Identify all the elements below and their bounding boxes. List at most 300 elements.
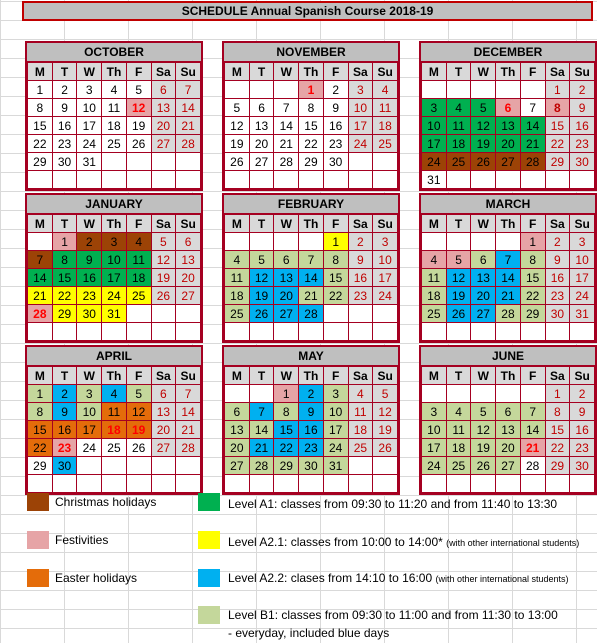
day-cell: 27 bbox=[151, 439, 176, 457]
weekday-header: Th bbox=[496, 215, 521, 233]
empty-cell bbox=[422, 81, 447, 99]
day-cell: 1 bbox=[545, 81, 570, 99]
day-cell: 27 bbox=[274, 305, 299, 323]
day-cell: 8 bbox=[520, 251, 545, 269]
day-cell: 10 bbox=[77, 99, 102, 117]
weekday-header: Su bbox=[373, 215, 398, 233]
day-cell: 20 bbox=[249, 135, 274, 153]
empty-cell bbox=[299, 233, 324, 251]
legend-a1-swatch bbox=[198, 493, 220, 511]
empty-cell bbox=[102, 457, 127, 475]
month-name: JANUARY bbox=[27, 195, 201, 214]
day-cell: 6 bbox=[496, 99, 521, 117]
day-cell: 30 bbox=[323, 153, 348, 171]
empty-cell bbox=[151, 305, 176, 323]
empty-cell bbox=[126, 171, 151, 189]
day-cell: 26 bbox=[225, 153, 250, 171]
empty-cell bbox=[496, 475, 521, 493]
empty-cell bbox=[373, 475, 398, 493]
day-cell: 30 bbox=[570, 457, 595, 475]
weekday-header: W bbox=[77, 63, 102, 81]
day-cell: 12 bbox=[471, 117, 496, 135]
empty-cell bbox=[545, 323, 570, 341]
legend-a22-note: (with other international students) bbox=[435, 574, 569, 584]
day-cell: 7 bbox=[176, 81, 201, 99]
weekday-header: T bbox=[52, 215, 77, 233]
day-cell: 22 bbox=[299, 135, 324, 153]
day-cell: 16 bbox=[52, 117, 77, 135]
day-cell: 22 bbox=[520, 287, 545, 305]
day-cell: 31 bbox=[570, 305, 595, 323]
empty-cell bbox=[520, 323, 545, 341]
weekday-header: Su bbox=[570, 63, 595, 81]
empty-cell bbox=[102, 323, 127, 341]
weekday-header: W bbox=[77, 215, 102, 233]
empty-cell bbox=[446, 81, 471, 99]
weekday-header: M bbox=[225, 215, 250, 233]
day-cell: 26 bbox=[249, 305, 274, 323]
day-cell: 18 bbox=[446, 135, 471, 153]
day-cell: 18 bbox=[102, 117, 127, 135]
day-cell: 9 bbox=[570, 99, 595, 117]
weekday-header: Th bbox=[496, 367, 521, 385]
day-cell: 25 bbox=[348, 439, 373, 457]
day-cell: 23 bbox=[348, 287, 373, 305]
empty-cell bbox=[274, 171, 299, 189]
day-cell: 19 bbox=[373, 421, 398, 439]
day-cell: 5 bbox=[225, 99, 250, 117]
day-cell: 11 bbox=[446, 421, 471, 439]
day-cell: 9 bbox=[52, 403, 77, 421]
day-cell: 12 bbox=[373, 403, 398, 421]
empty-cell bbox=[225, 385, 250, 403]
empty-cell bbox=[373, 305, 398, 323]
day-cell: 28 bbox=[274, 153, 299, 171]
day-cell: 25 bbox=[126, 287, 151, 305]
day-cell: 6 bbox=[176, 233, 201, 251]
day-cell: 12 bbox=[151, 251, 176, 269]
day-cell: 27 bbox=[471, 305, 496, 323]
day-cell: 22 bbox=[545, 135, 570, 153]
day-cell: 15 bbox=[299, 117, 324, 135]
day-cell: 29 bbox=[520, 305, 545, 323]
weekday-header: Sa bbox=[151, 63, 176, 81]
day-cell: 10 bbox=[373, 251, 398, 269]
weekday-header: W bbox=[274, 63, 299, 81]
day-cell: 2 bbox=[570, 385, 595, 403]
day-cell: 16 bbox=[299, 421, 324, 439]
weekday-header: Su bbox=[373, 367, 398, 385]
empty-cell bbox=[77, 323, 102, 341]
day-cell: 21 bbox=[176, 117, 201, 135]
day-cell: 11 bbox=[446, 117, 471, 135]
weekday-header: M bbox=[28, 215, 53, 233]
empty-cell bbox=[348, 457, 373, 475]
day-cell: 6 bbox=[151, 385, 176, 403]
weekday-header: T bbox=[249, 215, 274, 233]
day-cell: 16 bbox=[77, 269, 102, 287]
weekday-header: F bbox=[323, 215, 348, 233]
weekday-header: T bbox=[52, 367, 77, 385]
day-cell: 2 bbox=[348, 233, 373, 251]
weekday-header: Th bbox=[299, 367, 324, 385]
empty-cell bbox=[28, 171, 53, 189]
day-cell: 28 bbox=[28, 305, 53, 323]
day-cell: 6 bbox=[471, 251, 496, 269]
weekday-header: Th bbox=[102, 367, 127, 385]
day-cell: 3 bbox=[102, 233, 127, 251]
weekday-header: Su bbox=[176, 367, 201, 385]
day-cell: 24 bbox=[77, 135, 102, 153]
empty-cell bbox=[274, 81, 299, 99]
day-cell: 6 bbox=[496, 403, 521, 421]
day-cell: 23 bbox=[52, 439, 77, 457]
day-cell: 30 bbox=[52, 457, 77, 475]
day-cell: 18 bbox=[446, 439, 471, 457]
empty-cell bbox=[570, 475, 595, 493]
day-cell: 5 bbox=[446, 251, 471, 269]
month-name: DECEMBER bbox=[421, 43, 595, 62]
weekday-header: T bbox=[446, 367, 471, 385]
empty-cell bbox=[249, 323, 274, 341]
weekday-header: T bbox=[249, 367, 274, 385]
empty-cell bbox=[520, 475, 545, 493]
day-cell: 20 bbox=[176, 269, 201, 287]
legend-easter-label: Easter holidays bbox=[55, 571, 138, 585]
day-cell: 10 bbox=[570, 251, 595, 269]
day-cell: 23 bbox=[545, 287, 570, 305]
day-cell: 23 bbox=[323, 135, 348, 153]
day-cell: 6 bbox=[249, 99, 274, 117]
day-cell: 1 bbox=[520, 233, 545, 251]
empty-cell bbox=[520, 81, 545, 99]
empty-cell bbox=[274, 323, 299, 341]
empty-cell bbox=[446, 385, 471, 403]
empty-cell bbox=[323, 305, 348, 323]
empty-cell bbox=[77, 457, 102, 475]
calendar-november bbox=[222, 41, 400, 191]
empty-cell bbox=[77, 475, 102, 493]
weekday-header: M bbox=[28, 63, 53, 81]
legend-a22-label: Level A2.2: clases from 14:10 to 16:00 bbox=[228, 571, 433, 585]
day-cell: 8 bbox=[52, 251, 77, 269]
day-cell: 8 bbox=[545, 403, 570, 421]
month-name: MAY bbox=[224, 347, 398, 366]
empty-cell bbox=[299, 171, 324, 189]
weekday-header: M bbox=[225, 63, 250, 81]
day-cell: 20 bbox=[471, 287, 496, 305]
weekday-header: Sa bbox=[545, 63, 570, 81]
day-cell: 8 bbox=[28, 403, 53, 421]
day-cell: 17 bbox=[348, 117, 373, 135]
day-cell: 2 bbox=[545, 233, 570, 251]
calendar-january bbox=[25, 193, 203, 343]
day-cell: 13 bbox=[496, 421, 521, 439]
empty-cell bbox=[249, 385, 274, 403]
weekday-header: Su bbox=[176, 63, 201, 81]
day-cell: 16 bbox=[545, 269, 570, 287]
day-cell: 4 bbox=[126, 233, 151, 251]
empty-cell bbox=[102, 171, 127, 189]
calendar-may bbox=[222, 345, 400, 495]
weekday-header: Su bbox=[176, 215, 201, 233]
day-cell: 9 bbox=[348, 251, 373, 269]
day-cell: 11 bbox=[126, 251, 151, 269]
day-cell: 5 bbox=[126, 81, 151, 99]
day-cell: 3 bbox=[422, 403, 447, 421]
day-cell: 14 bbox=[520, 421, 545, 439]
empty-cell bbox=[471, 233, 496, 251]
legend-a1-label: Level A1: classes from 09:30 to 11:20 and from 11:40 to 13:30 bbox=[228, 497, 558, 511]
day-cell: 21 bbox=[274, 135, 299, 153]
weekday-header: W bbox=[274, 367, 299, 385]
day-cell: 2 bbox=[52, 81, 77, 99]
legend-christmas-label: Christmas holidays bbox=[55, 495, 157, 509]
weekday-header: F bbox=[520, 215, 545, 233]
empty-cell bbox=[102, 153, 127, 171]
empty-cell bbox=[373, 153, 398, 171]
empty-cell bbox=[249, 233, 274, 251]
day-cell: 28 bbox=[520, 457, 545, 475]
day-cell: 9 bbox=[323, 99, 348, 117]
empty-cell bbox=[471, 385, 496, 403]
day-cell: 30 bbox=[77, 305, 102, 323]
day-cell: 8 bbox=[323, 251, 348, 269]
legend-a22-swatch bbox=[198, 569, 220, 587]
day-cell: 2 bbox=[299, 385, 324, 403]
empty-cell bbox=[151, 171, 176, 189]
day-cell: 22 bbox=[274, 439, 299, 457]
calendar-march bbox=[419, 193, 597, 343]
day-cell: 21 bbox=[299, 287, 324, 305]
empty-cell bbox=[520, 385, 545, 403]
legend-a21-swatch bbox=[198, 531, 220, 549]
day-cell: 28 bbox=[496, 305, 521, 323]
day-cell: 28 bbox=[299, 305, 324, 323]
day-cell: 3 bbox=[570, 233, 595, 251]
empty-cell bbox=[446, 233, 471, 251]
day-cell: 26 bbox=[446, 305, 471, 323]
month-name: FEBRUARY bbox=[224, 195, 398, 214]
day-cell: 12 bbox=[225, 117, 250, 135]
day-cell: 4 bbox=[373, 81, 398, 99]
month-name: MARCH bbox=[421, 195, 595, 214]
empty-cell bbox=[446, 323, 471, 341]
empty-cell bbox=[176, 305, 201, 323]
day-cell: 31 bbox=[323, 457, 348, 475]
day-cell: 16 bbox=[570, 421, 595, 439]
day-cell: 3 bbox=[422, 99, 447, 117]
day-cell: 13 bbox=[151, 99, 176, 117]
empty-cell bbox=[225, 233, 250, 251]
day-cell: 13 bbox=[249, 117, 274, 135]
weekday-header: F bbox=[126, 367, 151, 385]
day-cell: 26 bbox=[471, 457, 496, 475]
day-cell: 19 bbox=[446, 287, 471, 305]
day-cell: 21 bbox=[496, 287, 521, 305]
day-cell: 4 bbox=[102, 385, 127, 403]
day-cell: 24 bbox=[422, 457, 447, 475]
legend-festivity-swatch bbox=[27, 531, 49, 549]
weekday-header: Su bbox=[570, 367, 595, 385]
weekday-header: M bbox=[422, 63, 447, 81]
day-cell: 27 bbox=[249, 153, 274, 171]
legend-a21-label: Level A2.1: classes from 10:00 to 14:00* bbox=[228, 535, 443, 549]
empty-cell bbox=[249, 475, 274, 493]
day-cell: 18 bbox=[422, 287, 447, 305]
month-name: JUNE bbox=[421, 347, 595, 366]
day-cell: 20 bbox=[151, 421, 176, 439]
day-cell: 1 bbox=[323, 233, 348, 251]
empty-cell bbox=[299, 475, 324, 493]
day-cell: 15 bbox=[545, 117, 570, 135]
weekday-header: Th bbox=[102, 215, 127, 233]
day-cell: 17 bbox=[373, 269, 398, 287]
day-cell: 14 bbox=[28, 269, 53, 287]
empty-cell bbox=[126, 457, 151, 475]
day-cell: 28 bbox=[520, 153, 545, 171]
day-cell: 20 bbox=[496, 135, 521, 153]
day-cell: 9 bbox=[77, 251, 102, 269]
day-cell: 2 bbox=[52, 385, 77, 403]
day-cell: 14 bbox=[274, 117, 299, 135]
day-cell: 5 bbox=[126, 385, 151, 403]
weekday-header: F bbox=[323, 367, 348, 385]
day-cell: 25 bbox=[102, 135, 127, 153]
day-cell: 29 bbox=[28, 457, 53, 475]
day-cell: 22 bbox=[28, 135, 53, 153]
day-cell: 1 bbox=[274, 385, 299, 403]
legend-a21-row bbox=[228, 535, 579, 549]
day-cell: 25 bbox=[102, 439, 127, 457]
month-name: NOVEMBER bbox=[224, 43, 398, 62]
day-cell: 10 bbox=[323, 403, 348, 421]
day-cell: 18 bbox=[348, 421, 373, 439]
legend-christmas-swatch bbox=[27, 493, 49, 511]
empty-cell bbox=[471, 81, 496, 99]
empty-cell bbox=[274, 475, 299, 493]
day-cell: 17 bbox=[570, 269, 595, 287]
day-cell: 14 bbox=[176, 99, 201, 117]
day-cell: 15 bbox=[28, 421, 53, 439]
day-cell: 16 bbox=[570, 117, 595, 135]
empty-cell bbox=[151, 457, 176, 475]
day-cell: 19 bbox=[151, 269, 176, 287]
day-cell: 12 bbox=[471, 421, 496, 439]
day-cell: 10 bbox=[422, 117, 447, 135]
day-cell: 19 bbox=[126, 421, 151, 439]
empty-cell bbox=[28, 233, 53, 251]
day-cell: 24 bbox=[323, 439, 348, 457]
day-cell: 4 bbox=[348, 385, 373, 403]
day-cell: 30 bbox=[545, 305, 570, 323]
empty-cell bbox=[422, 233, 447, 251]
day-cell: 10 bbox=[422, 421, 447, 439]
day-cell: 7 bbox=[496, 251, 521, 269]
legend-b1-label: Level B1: classes from 09:30 to 11:00 and from 11:30 to 13:00 bbox=[228, 608, 558, 622]
day-cell: 5 bbox=[151, 233, 176, 251]
day-cell: 6 bbox=[151, 81, 176, 99]
empty-cell bbox=[373, 457, 398, 475]
weekday-header: Th bbox=[496, 63, 521, 81]
day-cell: 11 bbox=[102, 403, 127, 421]
day-cell: 14 bbox=[299, 269, 324, 287]
day-cell: 3 bbox=[373, 233, 398, 251]
day-cell: 20 bbox=[274, 287, 299, 305]
weekday-header: T bbox=[446, 63, 471, 81]
empty-cell bbox=[176, 323, 201, 341]
day-cell: 9 bbox=[570, 403, 595, 421]
day-cell: 14 bbox=[496, 269, 521, 287]
day-cell: 20 bbox=[225, 439, 250, 457]
day-cell: 14 bbox=[176, 403, 201, 421]
empty-cell bbox=[373, 171, 398, 189]
empty-cell bbox=[225, 171, 250, 189]
day-cell: 19 bbox=[471, 439, 496, 457]
day-cell: 11 bbox=[225, 269, 250, 287]
day-cell: 29 bbox=[299, 153, 324, 171]
day-cell: 8 bbox=[274, 403, 299, 421]
empty-cell bbox=[348, 153, 373, 171]
empty-cell bbox=[28, 475, 53, 493]
day-cell: 24 bbox=[348, 135, 373, 153]
empty-cell bbox=[422, 323, 447, 341]
day-cell: 2 bbox=[77, 233, 102, 251]
empty-cell bbox=[249, 81, 274, 99]
day-cell: 1 bbox=[52, 233, 77, 251]
day-cell: 3 bbox=[323, 385, 348, 403]
weekday-header: Su bbox=[570, 215, 595, 233]
day-cell: 10 bbox=[348, 99, 373, 117]
day-cell: 24 bbox=[570, 287, 595, 305]
day-cell: 7 bbox=[520, 99, 545, 117]
weekday-header: F bbox=[520, 367, 545, 385]
empty-cell bbox=[225, 81, 250, 99]
weekday-header: M bbox=[422, 367, 447, 385]
day-cell: 12 bbox=[446, 269, 471, 287]
day-cell: 22 bbox=[545, 439, 570, 457]
empty-cell bbox=[570, 323, 595, 341]
day-cell: 18 bbox=[126, 269, 151, 287]
weekday-header: F bbox=[126, 215, 151, 233]
day-cell: 29 bbox=[545, 457, 570, 475]
day-cell: 23 bbox=[570, 439, 595, 457]
day-cell: 15 bbox=[52, 269, 77, 287]
empty-cell bbox=[176, 153, 201, 171]
day-cell: 4 bbox=[102, 81, 127, 99]
day-cell: 23 bbox=[299, 439, 324, 457]
day-cell: 16 bbox=[323, 117, 348, 135]
calendar-june bbox=[419, 345, 597, 495]
day-cell: 12 bbox=[126, 403, 151, 421]
day-cell: 25 bbox=[446, 153, 471, 171]
day-cell: 13 bbox=[471, 269, 496, 287]
day-cell: 30 bbox=[570, 153, 595, 171]
empty-cell bbox=[52, 475, 77, 493]
day-cell: 16 bbox=[52, 421, 77, 439]
empty-cell bbox=[126, 305, 151, 323]
day-cell: 21 bbox=[249, 439, 274, 457]
day-cell: 6 bbox=[225, 403, 250, 421]
calendar-december bbox=[419, 41, 597, 191]
empty-cell bbox=[274, 233, 299, 251]
calendar-october bbox=[25, 41, 203, 191]
day-cell: 21 bbox=[520, 439, 545, 457]
weekday-header: M bbox=[225, 367, 250, 385]
day-cell: 15 bbox=[520, 269, 545, 287]
day-cell: 19 bbox=[225, 135, 250, 153]
legend-a21-note: (with other international students) bbox=[446, 538, 580, 548]
